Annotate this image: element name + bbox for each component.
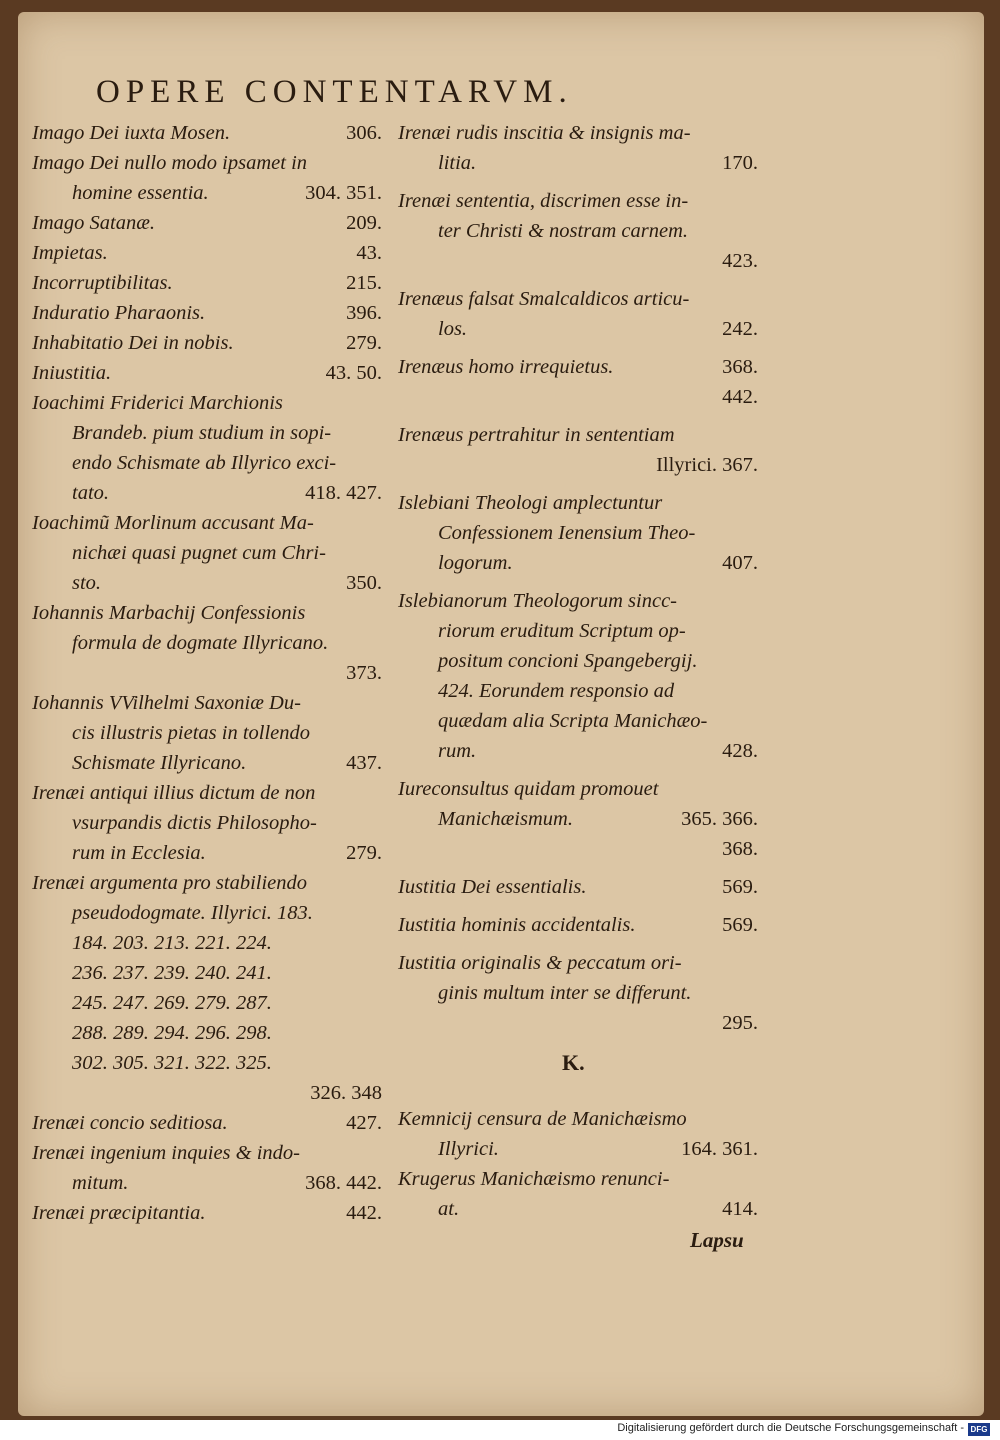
- catchword: Lapsu: [690, 1228, 744, 1252]
- index-entry: [32, 1108, 382, 1138]
- entry-line: [32, 1168, 382, 1198]
- funding-note: Digitalisierung gefördert durch die Deutsche Forschungsgemeinschaft -: [617, 1422, 964, 1434]
- entry-text: Kemnicij censura de Manichæismo: [398, 1108, 687, 1130]
- index-entry: [398, 948, 758, 1038]
- entry-line: [32, 658, 382, 688]
- entry-text: Irenæi præcipitantia.: [32, 1202, 206, 1224]
- entry-line: [32, 1108, 382, 1138]
- entry-line: [398, 978, 758, 1008]
- entry-text: Schismate Illyricano.: [72, 752, 247, 774]
- page-reference: 242.: [722, 318, 758, 340]
- running-head: OPERE CONTENTARVM.: [96, 74, 573, 110]
- page-reference: 368.: [722, 838, 758, 860]
- entry-text: Induratio Pharaonis.: [32, 302, 206, 324]
- entry-text: nichæi quasi pugnet cum Chri-: [72, 542, 326, 564]
- page-reference: 442.: [346, 1202, 382, 1224]
- entry-line: [398, 548, 758, 578]
- page-reference: 43.: [356, 242, 382, 264]
- entry-text: Illyrici.: [438, 1138, 499, 1160]
- entry-line: [32, 958, 382, 988]
- entry-line: [32, 208, 382, 238]
- entry-line: [32, 148, 382, 178]
- index-entry: [32, 388, 382, 508]
- page-reference: 43. 50.: [325, 362, 382, 384]
- entry-text: Confessionem Ienensium Theo-: [438, 522, 696, 544]
- entry-line: [32, 688, 382, 718]
- page-reference: 396.: [346, 302, 382, 324]
- entry-text: Imago Satanæ.: [32, 212, 155, 234]
- entry-text: Irenæi sententia, discrimen esse in-: [398, 190, 689, 212]
- entry-text: Ioachimi Friderici Marchionis: [32, 392, 283, 414]
- entry-text: quædam alia Scripta Manichæo-: [438, 710, 708, 732]
- index-entry: [398, 872, 758, 902]
- page-reference: 279.: [346, 332, 382, 354]
- index-entry: [32, 868, 382, 1108]
- entry-line: [398, 910, 758, 940]
- page-reference: 428.: [722, 740, 758, 762]
- page-reference: Illyrici. 367.: [656, 454, 758, 476]
- entry-line: [32, 598, 382, 628]
- entry-text: pseudodogmate. Illyrici. 183.: [72, 902, 313, 924]
- entry-line: [398, 314, 758, 344]
- entry-line: [32, 748, 382, 778]
- entry-text: Iohannis Marbachij Confessionis: [32, 602, 306, 624]
- entry-text: Imago Dei nullo modo ipsamet in: [32, 152, 308, 174]
- index-entry: [32, 268, 382, 298]
- page-reference: 365. 366.: [681, 808, 758, 830]
- entry-line: [398, 804, 758, 834]
- entry-text: mitum.: [72, 1172, 129, 1194]
- entry-line: [32, 178, 382, 208]
- entry-line: [32, 778, 382, 808]
- index-entry: [398, 910, 758, 940]
- entry-line: [398, 148, 758, 178]
- index-entry: [32, 598, 382, 688]
- index-entry: [32, 328, 382, 358]
- entry-line: [32, 538, 382, 568]
- index-column-left: [32, 118, 382, 1228]
- entry-line: [398, 646, 758, 676]
- entry-line: [32, 1138, 382, 1168]
- page-reference: 295.: [722, 1012, 758, 1034]
- index-entry: [32, 358, 382, 388]
- entry-text: Irenæi ingenium inquies & indo-: [32, 1142, 300, 1164]
- page-reference: 170.: [722, 152, 758, 174]
- entry-text: Inhabitatio Dei in nobis.: [32, 332, 234, 354]
- entry-line: [398, 352, 758, 382]
- index-entry: [398, 1104, 758, 1164]
- index-entry: [32, 298, 382, 328]
- index-entry: [32, 1198, 382, 1228]
- page-reference: 368.: [722, 356, 758, 378]
- entry-text: Irenæus pertrahitur in sententiam: [398, 424, 675, 446]
- entry-text: Irenæi argumenta pro stabiliendo: [32, 872, 308, 894]
- entry-text: Iustitia Dei essentialis.: [398, 876, 587, 898]
- entry-text: 302. 305. 321. 322. 325.: [72, 1052, 272, 1074]
- index-entry: [398, 118, 758, 178]
- page-reference: 437.: [346, 752, 382, 774]
- entry-text: Iustitia hominis accidentalis.: [398, 914, 636, 936]
- entry-text: Incorruptibilitas.: [32, 272, 173, 294]
- entry-line: [398, 488, 758, 518]
- entry-line: [32, 358, 382, 388]
- index-entry: [398, 586, 758, 766]
- page-reference: 569.: [722, 914, 758, 936]
- index-entry: [398, 488, 758, 578]
- entry-line: [32, 418, 382, 448]
- entry-line: [398, 706, 758, 736]
- index-entry: [32, 688, 382, 778]
- page-reference: 427.: [346, 1112, 382, 1134]
- entry-text: rum.: [438, 740, 477, 762]
- entry-line: [32, 448, 382, 478]
- entry-text: Krugerus Manichæismo renunci-: [398, 1168, 670, 1190]
- entry-line: [398, 1104, 758, 1134]
- index-entry: [398, 186, 758, 276]
- entry-text: ter Christi & nostram carnem.: [438, 220, 688, 242]
- entry-text: los.: [438, 318, 468, 340]
- index-entry: [398, 774, 758, 864]
- index-entry: [32, 1138, 382, 1198]
- entry-text: 288. 289. 294. 296. 298.: [72, 1022, 272, 1044]
- page-reference: 368. 442.: [305, 1172, 382, 1194]
- entry-line: [32, 1078, 382, 1108]
- entry-line: [32, 988, 382, 1018]
- entry-line: [32, 838, 382, 868]
- entry-line: [398, 284, 758, 314]
- entry-text: Iustitia originalis & peccatum ori-: [398, 952, 682, 974]
- entry-line: [398, 420, 758, 450]
- entry-text: Imago Dei iuxta Mosen.: [32, 122, 231, 144]
- entry-line: [398, 186, 758, 216]
- entry-line: [398, 1194, 758, 1224]
- entry-text: Brandeb. pium studium in sopi-: [72, 422, 332, 444]
- entry-line: [32, 478, 382, 508]
- entry-line: [398, 518, 758, 548]
- index-entry: [32, 508, 382, 598]
- entry-line: [32, 298, 382, 328]
- page-reference: 215.: [346, 272, 382, 294]
- entry-line: [32, 808, 382, 838]
- entry-line: [32, 1198, 382, 1228]
- page-reference: 209.: [346, 212, 382, 234]
- entry-line: [398, 872, 758, 902]
- entry-line: [398, 1164, 758, 1194]
- entry-text: formula de dogmate Illyricano.: [72, 632, 329, 654]
- entry-text: rum in Ecclesia.: [72, 842, 206, 864]
- entry-text: homine essentia.: [72, 182, 209, 204]
- index-entry: [32, 238, 382, 268]
- entry-text: sto.: [72, 572, 102, 594]
- entry-line: [32, 238, 382, 268]
- entry-line: [32, 628, 382, 658]
- entry-text: vsurpandis dictis Philosopho-: [72, 812, 317, 834]
- entry-line: [398, 216, 758, 246]
- entry-line: [32, 268, 382, 298]
- entry-text: Impietas.: [32, 242, 108, 264]
- entry-text: 245. 247. 269. 279. 287.: [72, 992, 272, 1014]
- entry-line: [398, 382, 758, 412]
- entry-line: [32, 388, 382, 418]
- index-entry: [398, 284, 758, 344]
- entry-line: [32, 568, 382, 598]
- index-entry: [32, 118, 382, 148]
- index-entry: [32, 208, 382, 238]
- index-entry: [398, 420, 758, 480]
- entry-text: tato.: [72, 482, 110, 504]
- entry-line: [398, 676, 758, 706]
- entry-line: [32, 868, 382, 898]
- entry-text: cis illustris pietas in tollendo: [72, 722, 311, 744]
- entry-line: [398, 616, 758, 646]
- page-reference: 414.: [722, 1198, 758, 1220]
- page-reference: 306.: [346, 122, 382, 144]
- entry-text: Iureconsultus quidam promouet: [398, 778, 659, 800]
- entry-text: Irenæus falsat Smalcaldicos articu-: [398, 288, 690, 310]
- entry-line: [398, 586, 758, 616]
- page-reference: 279.: [346, 842, 382, 864]
- page-reference: 164. 361.: [681, 1138, 758, 1160]
- entry-line: [398, 834, 758, 864]
- entry-text: Iniustitia.: [32, 362, 112, 384]
- entry-text: riorum eruditum Scriptum op-: [438, 620, 686, 642]
- index-entry: [398, 352, 758, 412]
- entry-text: at.: [438, 1198, 460, 1220]
- entry-text: positum concioni Spangebergij.: [438, 650, 698, 672]
- entry-text: Ioachimũ Morlinum accusant Ma-: [32, 512, 314, 534]
- page-reference: 350.: [346, 572, 382, 594]
- section-letter: K.: [562, 1050, 585, 1075]
- entry-text: litia.: [438, 152, 477, 174]
- entry-line: [398, 774, 758, 804]
- entry-line: [32, 508, 382, 538]
- entry-text: Islebianorum Theologorum sincc-: [398, 590, 678, 612]
- index-column-right-k: [398, 1104, 758, 1224]
- entry-line: [398, 1134, 758, 1164]
- entry-line: [398, 948, 758, 978]
- entry-line: [398, 1008, 758, 1038]
- entry-line: [32, 118, 382, 148]
- entry-line: [32, 1048, 382, 1078]
- entry-text: Irenæi rudis inscitia & insignis ma-: [398, 122, 691, 144]
- entry-text: 184. 203. 213. 221. 224.: [72, 932, 272, 954]
- index-entry: [398, 1164, 758, 1224]
- entry-text: 236. 237. 239. 240. 241.: [72, 962, 272, 984]
- entry-line: [398, 736, 758, 766]
- entry-text: Islebiani Theologi amplectuntur: [398, 492, 663, 514]
- entry-line: [32, 328, 382, 358]
- entry-text: ginis multum inter se differunt.: [438, 982, 692, 1004]
- entry-line: [32, 718, 382, 748]
- page-reference: 326. 348: [310, 1082, 382, 1104]
- page-reference: 304. 351.: [305, 182, 382, 204]
- entry-text: 424. Eorundem responsio ad: [438, 680, 675, 702]
- dfg-logo: DFG: [968, 1423, 990, 1436]
- page-reference: 569.: [722, 876, 758, 898]
- entry-line: [32, 898, 382, 928]
- entry-text: endo Schismate ab Illyrico exci-: [72, 452, 337, 474]
- entry-text: Iohannis VVilhelmi Saxoniæ Du-: [32, 692, 301, 714]
- entry-line: [398, 450, 758, 480]
- entry-line: [32, 1018, 382, 1048]
- entry-text: logorum.: [438, 552, 513, 574]
- index-entry: [32, 778, 382, 868]
- entry-line: [398, 246, 758, 276]
- page-reference: 418. 427.: [305, 482, 382, 504]
- index-entry: [32, 148, 382, 208]
- entry-text: Irenæi concio seditiosa.: [32, 1112, 228, 1134]
- page-reference: 373.: [346, 662, 382, 684]
- page-reference: 442.: [722, 386, 758, 408]
- entry-text: Manichæismum.: [438, 808, 573, 830]
- footer: [0, 1420, 1000, 1440]
- index-column-right: [398, 118, 758, 1038]
- entry-line: [32, 928, 382, 958]
- entry-line: [398, 118, 758, 148]
- page-reference: 407.: [722, 552, 758, 574]
- entry-text: Irenæi antiqui illius dictum de non: [32, 782, 316, 804]
- page-reference: 423.: [722, 250, 758, 272]
- entry-text: Irenæus homo irrequietus.: [398, 356, 614, 378]
